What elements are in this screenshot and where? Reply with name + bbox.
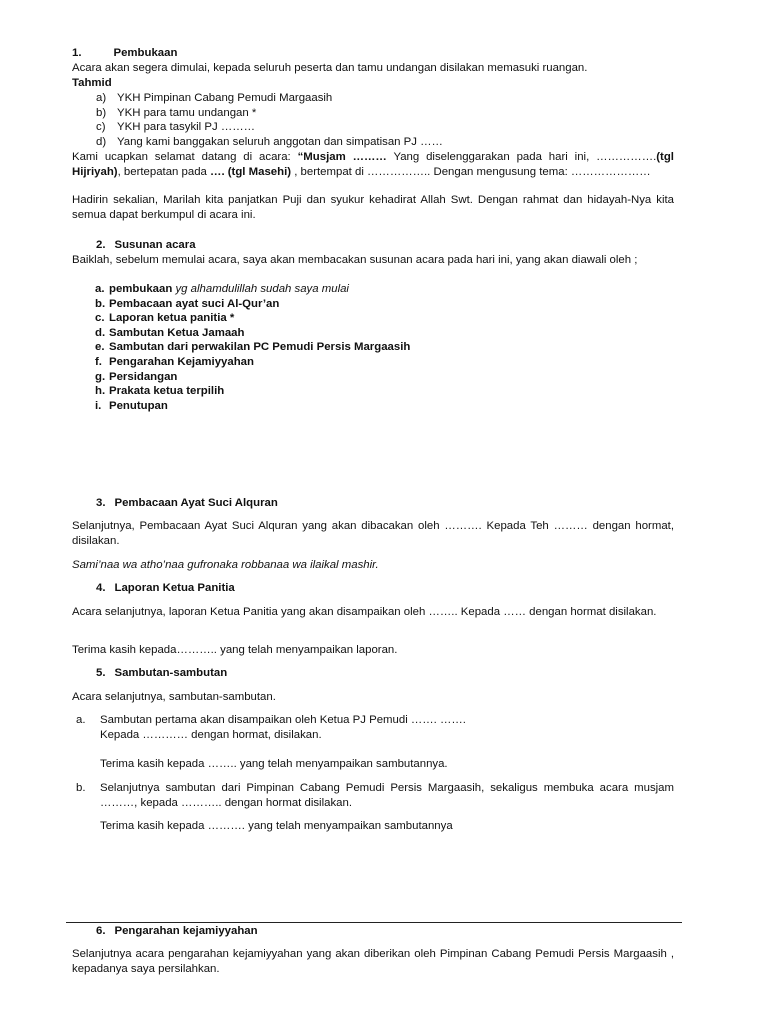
sambutan-b-letter: b. xyxy=(76,782,86,794)
greeting-item: c) YKH para tasykil PJ ……… xyxy=(96,121,255,134)
agenda-item: g. Persidangan xyxy=(95,370,178,383)
section-4-paragraph: Acara selanjutnya, laporan Ketua Panitia yang akan disampaikan oleh …….. Kepada …… dengan hormat disilakan. xyxy=(72,606,657,618)
section-1-heading xyxy=(72,46,177,61)
tahmid-label: Tahmid xyxy=(72,77,112,89)
greeting-item: a) YKH Pimpinan Cabang Pemudi Margaasih xyxy=(96,92,333,104)
praise-paragraph: Hadirin sekalian, Marilah kita panjatkan Puji dan syukur kehadirat Allah Swt. Dengan rahmat dan hidayah-Nya kita semua dapat berkumpul di acara ini. xyxy=(72,194,674,221)
section-3-heading: 3. Pembacaan Ayat Suci Alquran xyxy=(96,497,278,509)
section-2-title: Susunan acara xyxy=(114,239,196,251)
agenda-item: c. Laporan ketua panitia * xyxy=(95,312,235,325)
section-1-title: Pembukaan xyxy=(113,47,178,59)
agenda-item: d. Sambutan Ketua Jamaah xyxy=(95,326,245,339)
section-4-heading: 4. Laporan Ketua Panitia xyxy=(96,582,235,594)
greeting-item: d) Yang kami banggakan seluruh anggotan dan simpatisan PJ …… xyxy=(96,135,443,148)
section-5-heading: 5. Sambutan-sambutan xyxy=(96,667,228,679)
section-1-number: 1. xyxy=(72,47,82,59)
section-4-title: Laporan Ketua Panitia xyxy=(114,582,235,594)
sambutan-a-thanks: Terima kasih kepada …….. yang telah menyampaikan sambutannya. xyxy=(100,758,448,770)
greetings-list xyxy=(96,91,656,149)
section-2-heading: 2. Susunan acara xyxy=(96,239,196,251)
agenda-item: i. Penutupan xyxy=(95,399,168,412)
section-2-intro: Baiklah, sebelum memulai acara, saya akan membacakan susunan acara pada hari ini, yang akan diawali oleh ; xyxy=(72,254,638,266)
section-6-heading: 6. Pengarahan kejamiyyahan xyxy=(96,925,258,937)
sambutan-a-line1: Sambutan pertama akan disampaikan oleh Ketua PJ Pemudi ……. ……. xyxy=(100,714,466,726)
section-5-title: Sambutan-sambutan xyxy=(114,667,228,679)
agenda-item: a. pembukaan yg alhamdulillah sudah saya mulai xyxy=(95,283,349,295)
agenda-item: f. Pengarahan Kejamiyyahan xyxy=(95,355,254,368)
page-divider xyxy=(66,922,682,923)
sambutan-a-letter: a. xyxy=(76,714,86,726)
section-6-title: Pengarahan kejamiyyahan xyxy=(114,925,258,937)
section-6-paragraph: Selanjutnya acara pengarahan kejamiyyahan yang akan diberikan oleh Pimpinan Cabang Pemudi Persis Margaasih , kepadanya saya persilahkan. xyxy=(72,948,674,975)
section-4-thanks: Terima kasih kepada……….. yang telah menyampaikan laporan. xyxy=(72,644,398,656)
sambutan-b-thanks: Terima kasih kepada ………. yang telah menyampaikan sambutannya xyxy=(100,820,453,832)
section-5-intro: Acara selanjutnya, sambutan-sambutan. xyxy=(72,691,276,703)
agenda-item: b. Pembacaan ayat suci Al-Qur’an xyxy=(95,297,280,310)
sambutan-a-line2: Kepada ………… dengan hormat, disilakan. xyxy=(100,729,322,741)
agenda-item: e. Sambutan dari perwakilan PC Pemudi Persis Margaasih xyxy=(95,341,411,354)
agenda-item: h. Prakata ketua terpilih xyxy=(95,385,225,398)
section-3-title: Pembacaan Ayat Suci Alquran xyxy=(114,497,278,509)
sambutan-b-text: Selanjutnya sambutan dari Pimpinan Cabang Pemudi Persis Margaasih, sekaligus membuka acara musjam ………, kepada ……….. dengan hormat disilakan. xyxy=(100,782,674,809)
section-3-paragraph: Selanjutnya, Pembacaan Ayat Suci Alquran yang akan dibacakan oleh ………. Kepada Teh ……… dengan hormat, disilakan. xyxy=(72,520,674,547)
welcome-paragraph: Kami ucapkan selamat datang di acara: “Musjam ……… Yang diselenggarakan pada hari ini, …………….(tgl Hijriyah), bertepatan pada …. (tgl Masehi) , bertempat di …………….. Dengan mengusung tema: ………………… xyxy=(72,151,674,178)
agenda-list xyxy=(95,282,655,413)
greeting-item: b) YKH para tamu undangan * xyxy=(96,106,257,119)
section-1-intro: Acara akan segera dimulai, kepada seluruh peserta dan tamu undangan disilakan memasuki ruangan. xyxy=(72,62,588,74)
section-3-response: Sami’naa wa atho’naa gufronaka robbanaa wa ilaikal mashir. xyxy=(72,559,379,571)
